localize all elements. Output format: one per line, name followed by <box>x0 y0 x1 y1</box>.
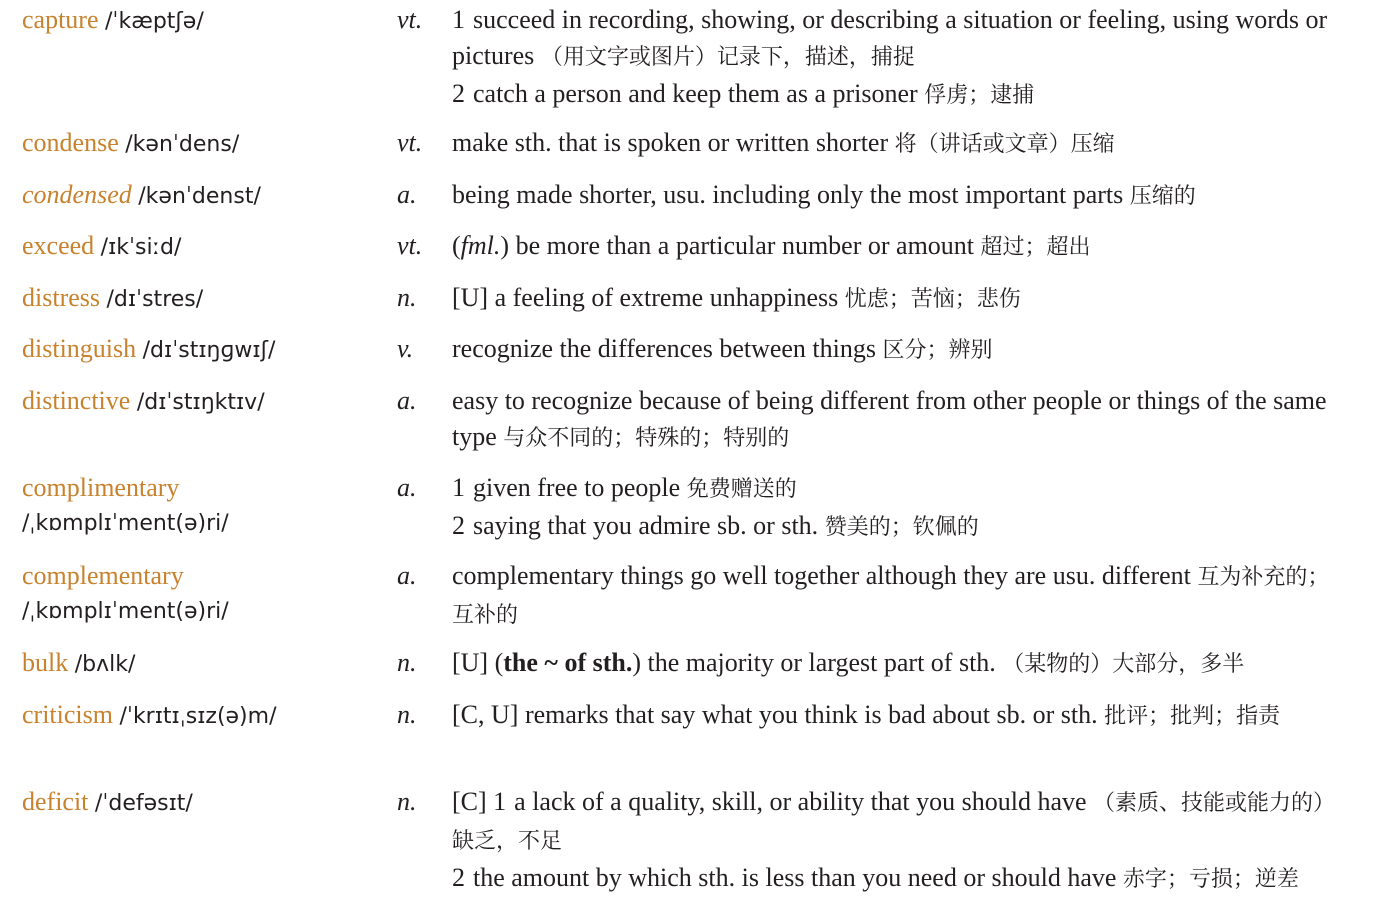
grammar-code: [C] <box>452 787 487 816</box>
definition: succeed in recording, showing, or describing a situation or feeling, using words or pictures <box>452 5 1328 70</box>
part-of-speech: a. <box>397 180 417 209</box>
translation: 批评；批判；指责 <box>1104 704 1281 729</box>
pronunciation: /bʌlk/ <box>74 652 136 677</box>
translation: 俘虏；逮捕 <box>924 83 1035 108</box>
part-of-speech: n. <box>397 787 417 816</box>
translation: （用文字或图片）记录下，描述，捕捉 <box>540 45 915 70</box>
part-of-speech: n. <box>397 700 417 729</box>
pronunciation: /dɪˈstres/ <box>106 287 204 312</box>
pronunciation: /ˈdefəsɪt/ <box>94 791 193 816</box>
translation: （素质、技能或能力的）缺乏，不足 <box>452 791 1336 854</box>
definition: a feeling of extreme unhappiness <box>494 283 839 312</box>
definition: the majority or largest part of sth. <box>647 648 996 677</box>
headword: distress <box>22 283 100 312</box>
headword: criticism <box>22 700 113 729</box>
vocabulary-list: capture /ˈkæptʃə/ vt. 1 succeed in recording, showing, or describing a situation or feeling, using words or pictures （用文字或图片）记录下，描述，捕捉 2 catch a person and keep them as a prisoner 俘虏；逮捕 condense /kənˈdens/ vt. make sth. that is spoken or written shorter 将（讲话或文章）压缩 condensed /kənˈdenst/ a. being made shorter, usu. including only the most important parts 压缩的 exceed /ɪkˈsiːd/ vt. (fml.) be more than a particular number or amount 超过；超出 distress /dɪˈstres/ n. [U] a feeling of extreme unhappiness 忧虑；苦恼；悲伤 distinguish /dɪˈstɪŋɡwɪʃ/ v. recognize the differences between things 区分；辨别 distinctive /dɪˈstɪŋktɪv/ a. easy to recognize because of being different from other people or things of the same type 与众不同的；特殊的；特别的 complimentary /ˌkɒmplɪˈment(ə)ri/ a. 1 given free to people 免费赠送的 2 saying that you admire sb. or sth. 赞美的；钦佩的 complementary /ˌkɒmplɪˈment(ə)ri/ a. complementary things go well together although they are usu. different 互为补充的；互补的 bulk /bʌlk/ n. [U] (the ~ of sth.) the majority or largest part of sth. （某物的）大部分，多半 criticism /ˈkrɪtɪˌsɪz(ə)m/ n. [C, U] remarks that say what you think is bad about sb. or sth. 批评；批判；指责 deficit /ˈdefəsɪt/ n. [C] 1 a lack of a quality, skill, or ability that you should have （素质、技能或能力的）缺乏，不足 2 the amount by which sth. is less than you need or should have 赤字；亏损；逆差 <box>0 0 1382 921</box>
part-of-speech: n. <box>397 648 417 677</box>
translation: 互为补充的；互补的 <box>452 565 1330 628</box>
translation: 免费赠送的 <box>686 477 797 502</box>
definition: be more than a particular number or amount <box>515 231 975 260</box>
translation: 赞美的；钦佩的 <box>824 515 979 540</box>
sense-2: 2 catch a person and keep them as a prisoner 俘虏；逮捕 <box>452 79 1035 108</box>
sense-2: 2 saying that you admire sb. or sth. 赞美的；钦佩的 <box>452 511 979 540</box>
grammar-code: [U] <box>452 648 489 677</box>
pronunciation: /ˈkæptʃə/ <box>105 9 204 34</box>
grammar-code: [U] <box>452 283 489 312</box>
headword: condense <box>22 128 119 157</box>
definition: easy to recognize because of being different from other people or things of the same type <box>452 386 1327 451</box>
pronunciation: /ˈkrɪtɪˌsɪz(ə)m/ <box>119 704 277 729</box>
definition: complementary things go well together although they are usu. different <box>452 561 1191 590</box>
headword: distinguish <box>22 334 137 363</box>
pronunciation: /ˌkɒmplɪˈment(ə)ri/ <box>22 599 229 624</box>
phrase: the ~ of sth. <box>503 648 633 677</box>
pronunciation: /kənˈdenst/ <box>138 184 261 209</box>
part-of-speech: vt. <box>397 231 423 260</box>
headword: bulk <box>22 648 69 677</box>
sense-2: 2 the amount by which sth. is less than you need or should have 赤字；亏损；逆差 <box>452 863 1299 892</box>
definition: a lack of a quality, skill, or ability that you should have <box>514 787 1087 816</box>
headword: complimentary <box>22 473 180 502</box>
headword: complementary <box>22 561 184 590</box>
part-of-speech: a. <box>397 386 417 415</box>
definition: being made shorter, usu. including only the most important parts <box>452 180 1124 209</box>
definition: the amount by which sth. is less than you need or should have <box>473 863 1117 892</box>
part-of-speech: a. <box>397 561 417 590</box>
headword: distinctive <box>22 386 131 415</box>
pronunciation: /kənˈdens/ <box>125 132 240 157</box>
translation: 将（讲话或文章）压缩 <box>894 132 1115 157</box>
sense-1: 1 given free to people 免费赠送的 <box>452 473 797 502</box>
part-of-speech: vt. <box>397 5 423 34</box>
sense-1: [C] 1 a lack of a quality, skill, or ability that you should have （素质、技能或能力的）缺乏，不足 <box>452 787 1336 854</box>
definition: catch a person and keep them as a prisoner <box>473 79 918 108</box>
part-of-speech: v. <box>397 334 414 363</box>
headword: capture <box>22 5 99 34</box>
definition: saying that you admire sb. or sth. <box>473 511 819 540</box>
sense-1: 1 succeed in recording, showing, or describing a situation or feeling, using words or pictures （用文字或图片）记录下，描述，捕捉 <box>452 5 1328 70</box>
definition: recognize the differences between things <box>452 334 876 363</box>
definition: make sth. that is spoken or written shorter <box>452 128 889 157</box>
pronunciation: /dɪˈstɪŋɡwɪʃ/ <box>142 338 276 363</box>
part-of-speech: vt. <box>397 128 423 157</box>
grammar-code: [C, U] <box>452 700 519 729</box>
definition: remarks that say what you think is bad about sb. or sth. <box>524 700 1098 729</box>
translation: 压缩的 <box>1129 184 1196 209</box>
pronunciation: /dɪˈstɪŋktɪv/ <box>136 390 265 415</box>
pronunciation: /ɪkˈsiːd/ <box>100 235 182 260</box>
translation: 超过；超出 <box>980 235 1091 260</box>
translation: 与众不同的；特殊的；特别的 <box>503 426 790 451</box>
headword: exceed <box>22 231 95 260</box>
translation: 赤字；亏损；逆差 <box>1122 867 1299 892</box>
translation: 区分；辨别 <box>882 338 993 363</box>
translation: （某物的）大部分，多半 <box>1002 652 1245 677</box>
definition: given free to people <box>473 473 681 502</box>
headword: deficit <box>22 787 89 816</box>
translation: 忧虑；苦恼；悲伤 <box>844 287 1021 312</box>
register-label: fml. <box>460 231 501 260</box>
headword: condensed <box>22 180 132 209</box>
part-of-speech: a. <box>397 473 417 502</box>
pronunciation: /ˌkɒmplɪˈment(ə)ri/ <box>22 511 229 536</box>
part-of-speech: n. <box>397 283 417 312</box>
